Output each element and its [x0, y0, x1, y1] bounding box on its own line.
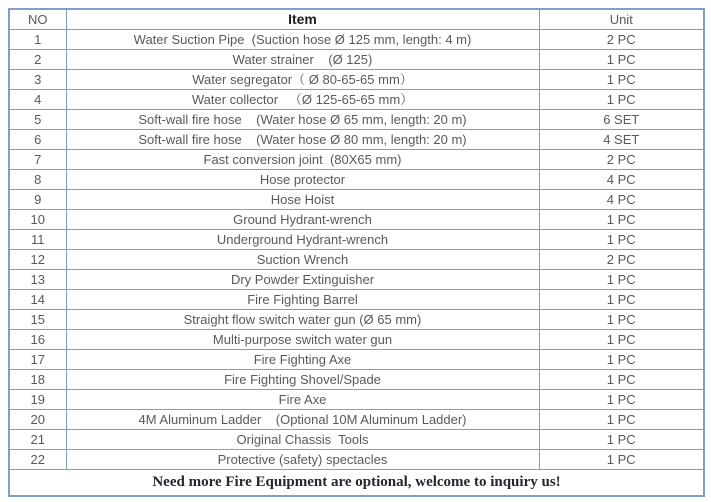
cell-item: Water strainer (Ø 125) — [66, 50, 539, 70]
equipment-table — [8, 8, 705, 497]
cell-item: Fast conversion joint (80X65 mm) — [66, 150, 539, 170]
cell-item: Hose protector — [66, 170, 539, 190]
cell-item: Fire Axe — [66, 390, 539, 410]
header-row — [9, 9, 704, 30]
cell-no: 10 — [9, 210, 66, 230]
footer-note: Need more Fire Equipment are optional, welcome to inquiry us! — [9, 470, 704, 497]
cell-unit: 2 PC — [539, 150, 704, 170]
table-row — [9, 90, 704, 110]
cell-no: 19 — [9, 390, 66, 410]
table-row — [9, 350, 704, 370]
cell-no: 9 — [9, 190, 66, 210]
table-row — [9, 390, 704, 410]
cell-no: 17 — [9, 350, 66, 370]
table-row — [9, 70, 704, 90]
footer-row — [9, 470, 704, 497]
cell-no: 12 — [9, 250, 66, 270]
cell-unit: 1 PC — [539, 390, 704, 410]
cell-item: Fire Fighting Barrel — [66, 290, 539, 310]
table-row — [9, 270, 704, 290]
cell-no: 1 — [9, 30, 66, 50]
cell-no: 13 — [9, 270, 66, 290]
cell-unit: 1 PC — [539, 210, 704, 230]
cell-item: Fire Fighting Shovel/Spade — [66, 370, 539, 390]
table-row — [9, 330, 704, 350]
cell-no: 14 — [9, 290, 66, 310]
cell-item: Underground Hydrant-wrench — [66, 230, 539, 250]
table-row — [9, 210, 704, 230]
cell-unit: 2 PC — [539, 250, 704, 270]
cell-item: Soft-wall fire hose (Water hose Ø 65 mm, length: 20 m) — [66, 110, 539, 130]
cell-item: Water collector （Ø 125-65-65 mm） — [66, 90, 539, 110]
cell-unit: 1 PC — [539, 330, 704, 350]
cell-item: Protective (safety) spectacles — [66, 450, 539, 470]
cell-no: 16 — [9, 330, 66, 350]
header-unit: Unit — [539, 9, 704, 30]
table-row — [9, 190, 704, 210]
cell-no: 7 — [9, 150, 66, 170]
table-row — [9, 30, 704, 50]
cell-no: 3 — [9, 70, 66, 90]
table-row — [9, 170, 704, 190]
cell-no: 2 — [9, 50, 66, 70]
cell-item: Suction Wrench — [66, 250, 539, 270]
table-row — [9, 230, 704, 250]
cell-unit: 1 PC — [539, 270, 704, 290]
table-row — [9, 130, 704, 150]
cell-item: Fire Fighting Axe — [66, 350, 539, 370]
table-row — [9, 430, 704, 450]
cell-unit: 1 PC — [539, 310, 704, 330]
cell-unit: 1 PC — [539, 370, 704, 390]
cell-item: Water segregator（ Ø 80-65-65 mm） — [66, 70, 539, 90]
cell-item: Original Chassis Tools — [66, 430, 539, 450]
cell-unit: 1 PC — [539, 230, 704, 250]
cell-unit: 4 PC — [539, 190, 704, 210]
cell-no: 5 — [9, 110, 66, 130]
cell-item: Ground Hydrant-wrench — [66, 210, 539, 230]
cell-unit: 1 PC — [539, 90, 704, 110]
cell-item: Soft-wall fire hose (Water hose Ø 80 mm, length: 20 m) — [66, 130, 539, 150]
cell-item: Multi-purpose switch water gun — [66, 330, 539, 350]
table-row — [9, 310, 704, 330]
cell-no: 6 — [9, 130, 66, 150]
cell-unit: 1 PC — [539, 410, 704, 430]
cell-no: 4 — [9, 90, 66, 110]
table-row — [9, 450, 704, 470]
header-no: NO — [9, 9, 66, 30]
cell-no: 20 — [9, 410, 66, 430]
cell-unit: 1 PC — [539, 70, 704, 90]
cell-unit: 4 SET — [539, 130, 704, 150]
cell-unit: 1 PC — [539, 290, 704, 310]
cell-unit: 4 PC — [539, 170, 704, 190]
table-row — [9, 370, 704, 390]
cell-unit: 6 SET — [539, 110, 704, 130]
cell-item: Straight flow switch water gun (Ø 65 mm) — [66, 310, 539, 330]
cell-item: Water Suction Pipe (Suction hose Ø 125 mm, length: 4 m) — [66, 30, 539, 50]
cell-item: Dry Powder Extinguisher — [66, 270, 539, 290]
cell-item: Hose Hoist — [66, 190, 539, 210]
table-body — [9, 30, 704, 470]
cell-unit: 1 PC — [539, 50, 704, 70]
cell-unit: 1 PC — [539, 430, 704, 450]
cell-item: 4M Aluminum Ladder (Optional 10M Aluminum Ladder) — [66, 410, 539, 430]
cell-no: 11 — [9, 230, 66, 250]
table-row — [9, 50, 704, 70]
cell-no: 21 — [9, 430, 66, 450]
table-row — [9, 150, 704, 170]
table-row — [9, 110, 704, 130]
table-row — [9, 410, 704, 430]
table-row — [9, 250, 704, 270]
cell-unit: 1 PC — [539, 450, 704, 470]
table-row — [9, 290, 704, 310]
cell-no: 8 — [9, 170, 66, 190]
cell-no: 18 — [9, 370, 66, 390]
cell-unit: 2 PC — [539, 30, 704, 50]
cell-no: 22 — [9, 450, 66, 470]
cell-no: 15 — [9, 310, 66, 330]
header-item: Item — [66, 9, 539, 30]
cell-unit: 1 PC — [539, 350, 704, 370]
